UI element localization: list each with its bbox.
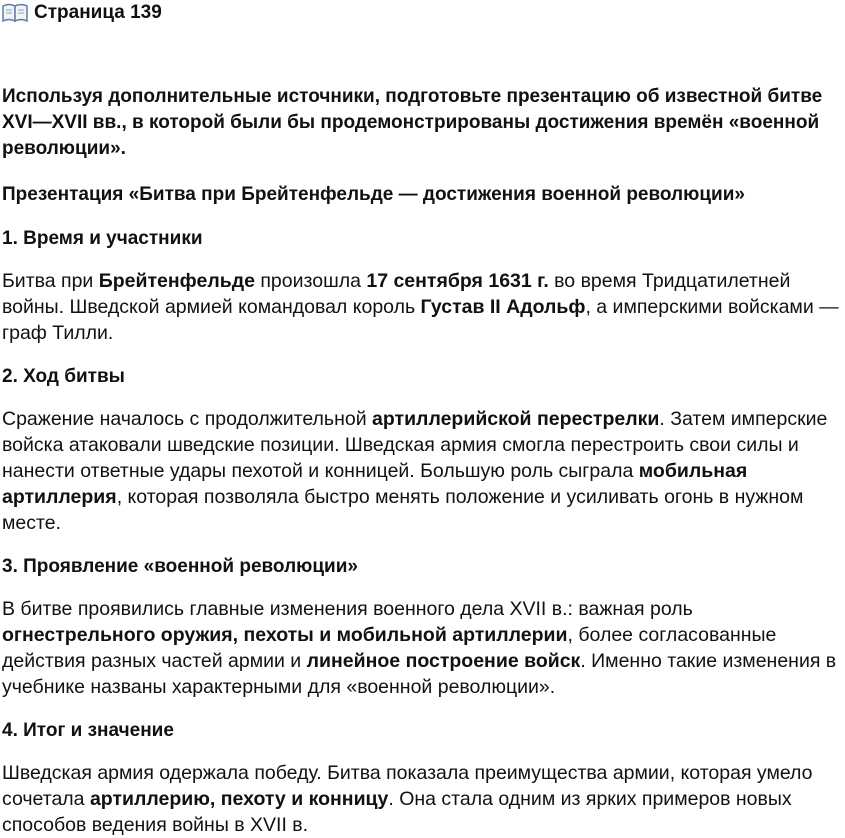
section-paragraph-time <box>2 268 843 346</box>
text-run: Битва при <box>2 270 99 292</box>
open-book-icon <box>2 3 28 23</box>
section-heading-course: 2. Ход битвы <box>2 366 125 387</box>
section-heading-result: 4. Итог и значение <box>2 720 174 741</box>
section-heading-time: 1. Время и участники <box>2 228 203 249</box>
text-run: во время Тридцатилетней войны. Шведской армией командовал король <box>2 270 791 318</box>
bold-text-run: мобильная артиллерия <box>2 460 748 508</box>
text-run: , которая позволяла быстро менять положение и усиливать огонь в нужном месте. <box>2 486 804 534</box>
section-heading-revolution: 3. Проявление «военной революции» <box>2 556 358 577</box>
bold-text-run: артиллерию, пехоту и конницу <box>89 788 389 810</box>
bold-text-run: линейное построение войск <box>306 650 581 672</box>
section-paragraph-result <box>2 760 843 838</box>
text-run: В битве проявились главные изменения военного дела XVII в.: важная роль <box>2 598 693 620</box>
text-run: , а имперскими войсками — граф Тилли. <box>2 296 839 344</box>
section-paragraph-revolution <box>2 596 843 700</box>
text-run: . Затем имперские войска атаковали шведские позиции. Шведская армия смогла перестроить свои силы и нанести ответные удары пехотой и конницей. Большую роль сыграла <box>2 408 828 482</box>
text-run: . Именно такие изменения в учебнике названы характерными для «военной революции». <box>2 650 837 698</box>
text-run: , более согласованные действия разных частей армии и <box>2 624 777 672</box>
text-run: произошла <box>254 270 367 292</box>
page-title: Страница 139 <box>34 2 162 23</box>
section-paragraph-course <box>2 406 843 536</box>
text-run: Шведская армия одержала победу. Битва показала преимущества армии, которая умело сочетала <box>2 762 813 810</box>
bold-text-run: артиллерийской перестрелки <box>372 408 660 430</box>
presentation-title: Презентация «Битва при Брейтенфельде — достижения военной революции» <box>2 184 745 205</box>
bold-text-run: Брейтенфельде <box>98 270 255 292</box>
text-run: . Она стала одним из ярких примеров новых способов ведения войны в XVII в. <box>2 788 792 836</box>
text-run: Сражение началось с продолжительной <box>2 408 373 430</box>
page-header <box>2 0 843 26</box>
bold-text-run: огнестрельного оружия, пехоты и мобильной артиллерии <box>2 624 568 646</box>
bold-text-run: 17 сентября 1631 г. <box>366 270 549 292</box>
task-text: Используя дополнительные источники, подготовьте презентацию об известной битве XVI—XVII вв., в которой были бы продемонстрированы достижения времён «военной революции». <box>2 86 823 159</box>
bold-text-run: Густав II Адольф <box>420 296 586 318</box>
